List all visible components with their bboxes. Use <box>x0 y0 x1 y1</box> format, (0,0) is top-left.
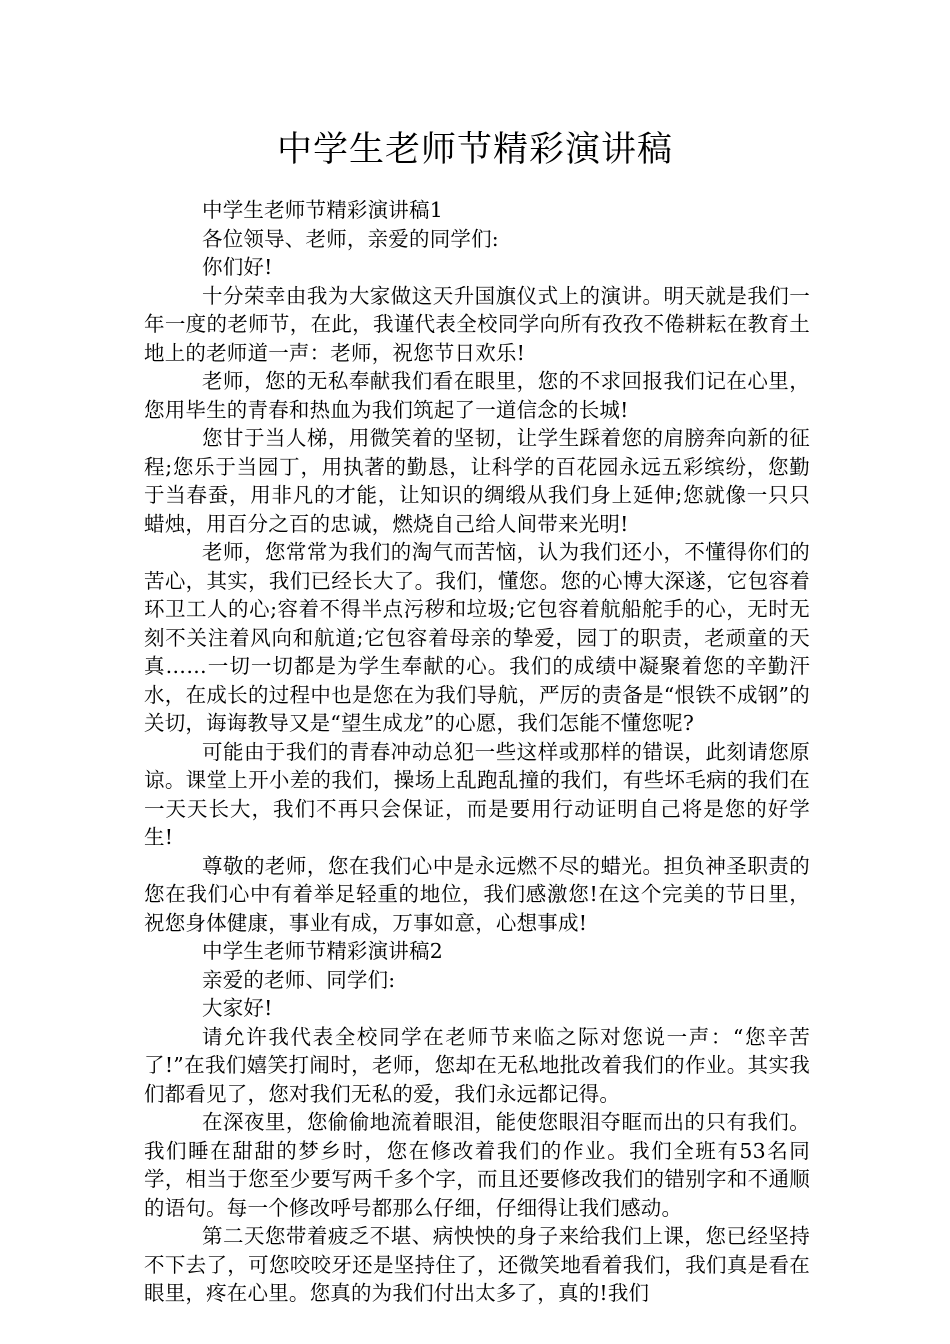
document-title: 中学生老师节精彩演讲稿 <box>276 130 673 170</box>
speech-2-heading: 中学生老师节精彩演讲稿2 <box>202 939 443 963</box>
speech-1-salutation: 各位领导、老师，亲爱的同学们: <box>202 226 499 251</box>
speech-2-salutation: 亲爱的老师、同学们: <box>202 967 396 992</box>
document-body <box>144 196 810 1308</box>
paragraph: 第二天您带着疲乏不堪、病怏怏的身子来给我们上课，您已经坚持不下去了，可您咬咬牙还是坚持住了，还微笑地看着我们，我们真是看在眼里，疼在心里。您真的为我们付出太多了，真的!我们 <box>144 1224 810 1305</box>
paragraph: 尊敬的老师，您在我们心中是永远燃不尽的蜡光。担负神圣职责的您在我们心中有着举足轻重的地位，我们感激您!在这个完美的节日里，祝您身体健康，事业有成，万事如意，心想事成! <box>144 853 810 935</box>
paragraph: 在深夜里，您偷偷地流着眼泪，能使您眼泪夺眶而出的只有我们。我们睡在甜甜的梦乡时，您在修改着我们的作业。我们全班有53名同学，相当于您至少要写两千多个字，而且还要修改我们的错别字和不通顺的语句。每一个修改呼号都那么仔细，仔细得让我们感动。 <box>144 1110 810 1220</box>
paragraph: 老师，您常常为我们的淘气而苦恼，认为我们还小，不懂得你们的苦心，其实，我们已经长大了。我们，懂您。您的心博大深遂，它包容着环卫工人的心;容着不得半点污秽和垃圾;它包容着航船舵手的心，无时无刻不关注着风向和航道;它包容着母亲的挚爱，园丁的职责，老顽童的天真……一切一切都是为学生奉献的心。我们的成绩中凝聚着您的辛勤汗水，在成长的过程中也是您在为我们导航，严厉的责备是“恨铁不成钢”的关切，诲诲教导又是“望生成龙”的心愿，我们怎能不懂您呢? <box>144 540 810 735</box>
paragraph: 您甘于当人梯，用微笑着的坚韧，让学生踩着您的肩膀奔向新的征程;您乐于当园丁，用执著的勤恳，让科学的百花园永远五彩缤纷，您勤于当春蚕，用非凡的才能，让知识的绸缎从我们身上延伸;您就像一只只蜡烛，用百分之百的忠诚，燃烧自己给人间带来光明! <box>144 426 810 536</box>
speech-2-greeting: 大家好! <box>202 996 273 1020</box>
paragraph: 十分荣幸由我为大家做这天升国旗仪式上的演讲。明天就是我们一年一度的老师节，在此，我谨代表全校同学向所有孜孜不倦耕耘在教育土地上的老师道一声：老师，祝您节日欢乐! <box>144 283 810 365</box>
speech-1-greeting: 你们好! <box>202 255 273 279</box>
speech-1-heading: 中学生老师节精彩演讲稿1 <box>202 198 443 222</box>
paragraph: 可能由于我们的青春冲动总犯一些这样或那样的错误，此刻请您原谅。课堂上开小差的我们，操场上乱跑乱撞的我们，有些坏毛病的我们在一天天长大，我们不再只会保证，而是要用行动证明自己将是您的好学生! <box>144 739 810 849</box>
paragraph: 请允许我代表全校同学在老师节来临之际对您说一声：“您辛苦了!”在我们嬉笑打闹时，老师，您却在无私地批改着我们的作业。其实我们都看见了，您对我们无私的爱，我们永远都记得。 <box>144 1024 810 1106</box>
paragraph: 老师，您的无私奉献我们看在眼里，您的不求回报我们记在心里，您用毕生的青春和热血为我们筑起了一道信念的长城! <box>144 369 810 422</box>
